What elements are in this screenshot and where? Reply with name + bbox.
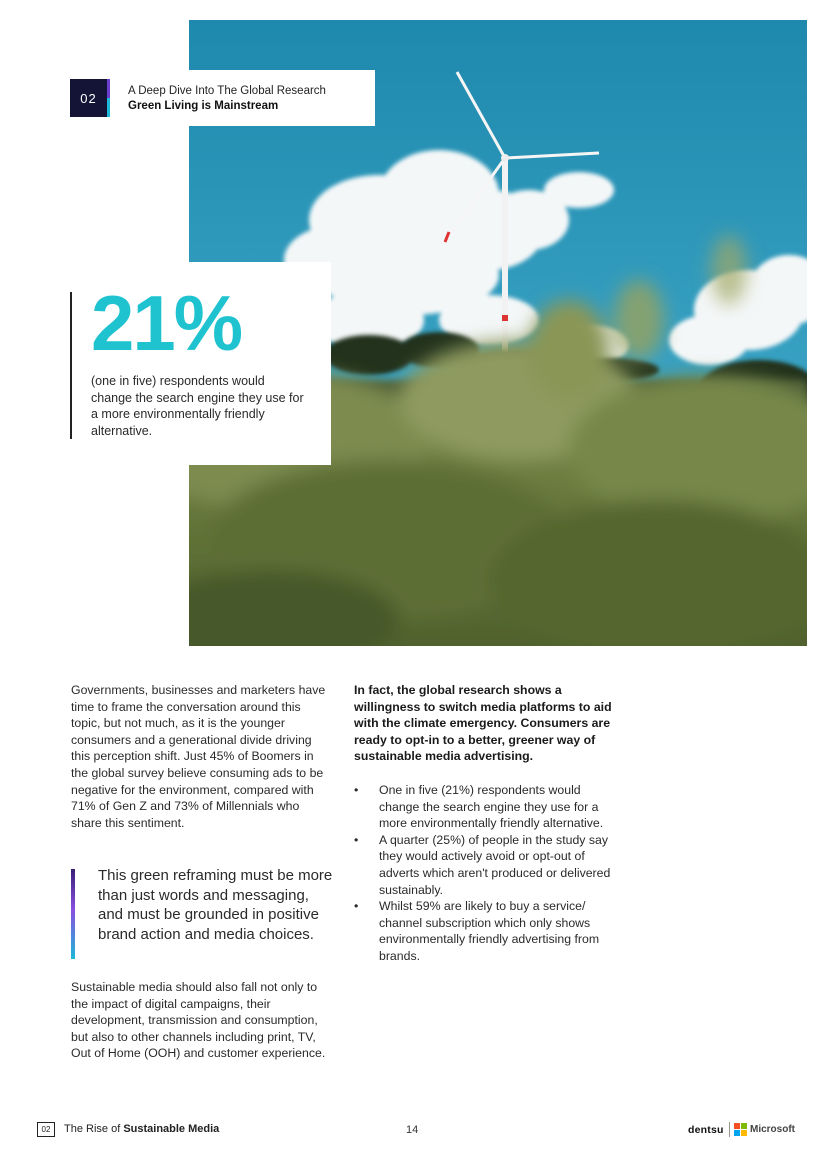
footer-section-badge: 02 [37, 1122, 55, 1137]
bullet-marker: • [354, 899, 359, 914]
list-item: • A quarter (25%) of people in the study say they would actively avoid or opt-out of adverts which aren't produced or delivered sustainably. [354, 832, 611, 897]
bullet-list [354, 782, 619, 965]
page-footer [0, 1118, 827, 1144]
lead-paragraph: In fact, the global research shows a willingness to switch media platforms to aid with the climate emergency. Consumers are ready to opt-in to a better, greener way of sustainable media advertising. [354, 683, 612, 764]
left-column [71, 682, 326, 831]
quote-accent-bar [71, 869, 75, 959]
stat-callout [70, 262, 331, 465]
bullet-marker: • [354, 832, 359, 847]
microsoft-logo-icon [734, 1123, 747, 1136]
section-number-badge: 02 [70, 79, 110, 117]
footer-title: The Rise of Sustainable Media [64, 1123, 220, 1135]
section-header [70, 70, 375, 126]
microsoft-wordmark: Microsoft [750, 1124, 795, 1135]
brand-divider [729, 1122, 730, 1137]
list-item: • One in five (21%) respondents would change the search engine they use for a more environmentally friendly alternative. [354, 783, 604, 831]
stat-value: 21% [91, 279, 242, 367]
body-paragraph-1: Governments, businesses and marketers have time to frame the conversation around this topic, but not much, as it is the younger consumers and a generational divide driving this perception shift. Just 45% of Boomers in the global survey believe consuming ads to be negative for the environment, compared with 71% of Gen Z and 73% of Millennials who share this sentiment. [71, 683, 326, 830]
list-item: • Whilst 59% are likely to buy a service/ channel subscription which only shows environmentally friendly advertising from brands. [354, 899, 600, 963]
stat-divider [70, 292, 72, 439]
body-paragraph-2: Sustainable media should also fall not only to the impact of digital campaigns, their development, transmission and consumption, but also to other channels including print, TV, Out of Home (OOH) and customer experience. [71, 980, 326, 1061]
bullet-marker: • [354, 783, 359, 797]
right-column [354, 682, 619, 765]
pull-quote [71, 866, 331, 961]
section-title: Green Living is Mainstream [128, 100, 279, 112]
stat-description: (one in five) respondents would change the search engine they use for a more environmentally friendly alternative. [91, 374, 304, 438]
page-number: 14 [406, 1124, 419, 1136]
section-kicker: A Deep Dive Into The Global Research [128, 85, 326, 97]
dentsu-logo: dentsu [688, 1124, 724, 1136]
pull-quote-text: This green reframing must be more than just words and messaging, and must be grounded in positive brand action and media choices. [98, 867, 333, 943]
